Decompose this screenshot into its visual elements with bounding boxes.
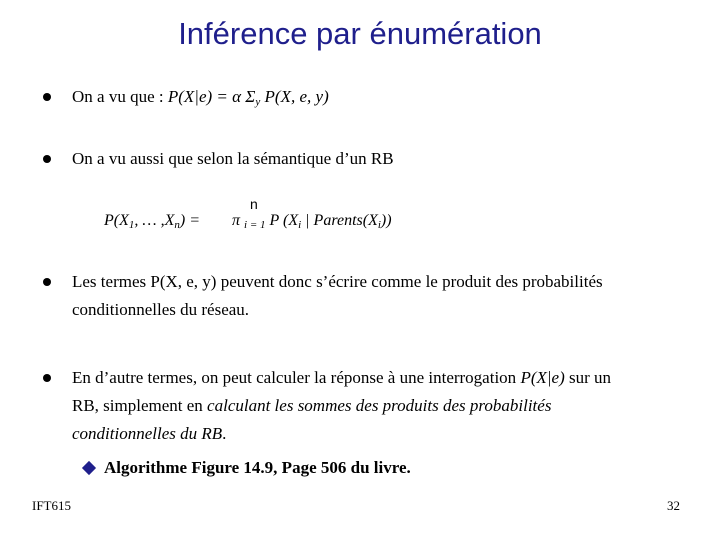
diamond-bullet-icon: [82, 461, 96, 475]
sub-bullet-reference: Algorithme Figure 14.9, Page 506 du livre.: [104, 458, 411, 477]
bullet-3: Les termes P(X, e, y) peuvent donc s’écrire comme le produit des probabilités conditionnelles du réseau.: [72, 272, 603, 319]
bullet-dot: [43, 278, 51, 286]
footer-course: IFT615: [32, 498, 71, 513]
slide-title: Inférence par énumération: [178, 16, 542, 51]
footer-page-number: 32: [667, 498, 680, 513]
bullet-1-formula: P(X|e) = α $\Sigma_y$ P(X, e, y): [167, 87, 329, 108]
product-formula: π $_{i = 1}$ P ($X_i$ | $Parents(X_i)$): [232, 212, 392, 231]
bullet-4: En d’autre termes, on peut calculer la réponse à une interrogation P(X|e) sur un RB, simplement en calculant les sommes des produits des probabilités conditionnelles du RB.: [72, 368, 612, 443]
bullet-dot: [43, 155, 51, 163]
joint-probability-formula: $P(X_1$, … $,X_n$) =: [104, 212, 200, 231]
bullet-dot: [43, 374, 51, 382]
product-upper-bound: n: [250, 196, 258, 212]
bullet-1: [72, 87, 329, 108]
emphasis-text: calculant les sommes des produits des probabilités conditionnelles du RB: [72, 396, 552, 443]
bullet-dot: [43, 93, 51, 101]
bullet-2: On a vu aussi que selon la sémantique d’un RB: [72, 149, 394, 168]
query-formula: P(X|e): [520, 368, 565, 387]
bullet-1-text: On a vu que :: [72, 87, 168, 106]
